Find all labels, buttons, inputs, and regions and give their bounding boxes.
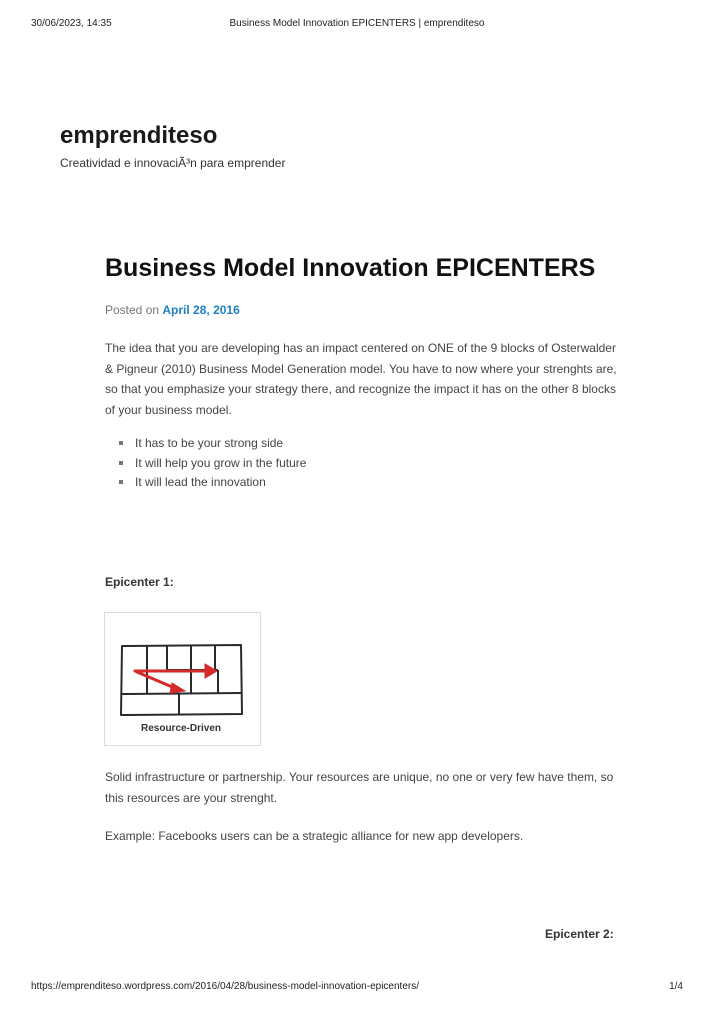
- list-item: It has to be your strong side: [118, 434, 306, 454]
- posted-on-label: Posted on: [105, 303, 160, 317]
- epicenter-1-paragraph: Solid infrastructure or partnership. Your resources are unique, no one or very few have them, so this resources are your strenght.: [105, 770, 614, 805]
- post-title: Business Model Innovation EPICENTERS: [105, 254, 596, 282]
- figure-label: Resource-Driven: [140, 723, 222, 734]
- site-tagline: Creatividad e innovaciÃ³n para emprender: [60, 156, 286, 170]
- print-footer-url: https://emprenditeso.wordpress.com/2016/04/28/business-model-innovation-epicenters/: [31, 981, 419, 992]
- print-header-title: Business Model Innovation EPICENTERS | emprenditeso: [229, 18, 485, 29]
- bullet-list: [118, 434, 306, 493]
- print-header-datetime: 30/06/2023, 14:35: [31, 18, 112, 29]
- list-item: It will lead the innovation: [118, 473, 306, 493]
- epicenter-1-example: Example: Facebooks users can be a strategic alliance for new app developers.: [105, 829, 524, 843]
- intro-paragraph: The idea that you are developing has an impact centered on ONE of the 9 blocks of Osterwalder & Pigneur (2010) Business Model Generation model. You have to now where your strenghts are, so that you emphasize your strategy there, and recognize the impact it has on the other 8 blocks of your business model.: [105, 341, 617, 417]
- canvas-grid: [121, 645, 242, 715]
- epicenter-1-image: [104, 612, 261, 746]
- resource-driven-diagram: [105, 613, 260, 745]
- list-item: It will help you grow in the future: [118, 454, 306, 474]
- post-date-link[interactable]: April 28, 2016: [162, 303, 240, 317]
- epicenter-2-heading: Epicenter 2:: [545, 927, 614, 941]
- posted-on: [105, 303, 240, 317]
- epicenter-1-heading: Epicenter 1:: [105, 575, 174, 589]
- print-footer-page-number: 1/4: [669, 981, 683, 992]
- site-title[interactable]: emprenditeso: [60, 122, 218, 149]
